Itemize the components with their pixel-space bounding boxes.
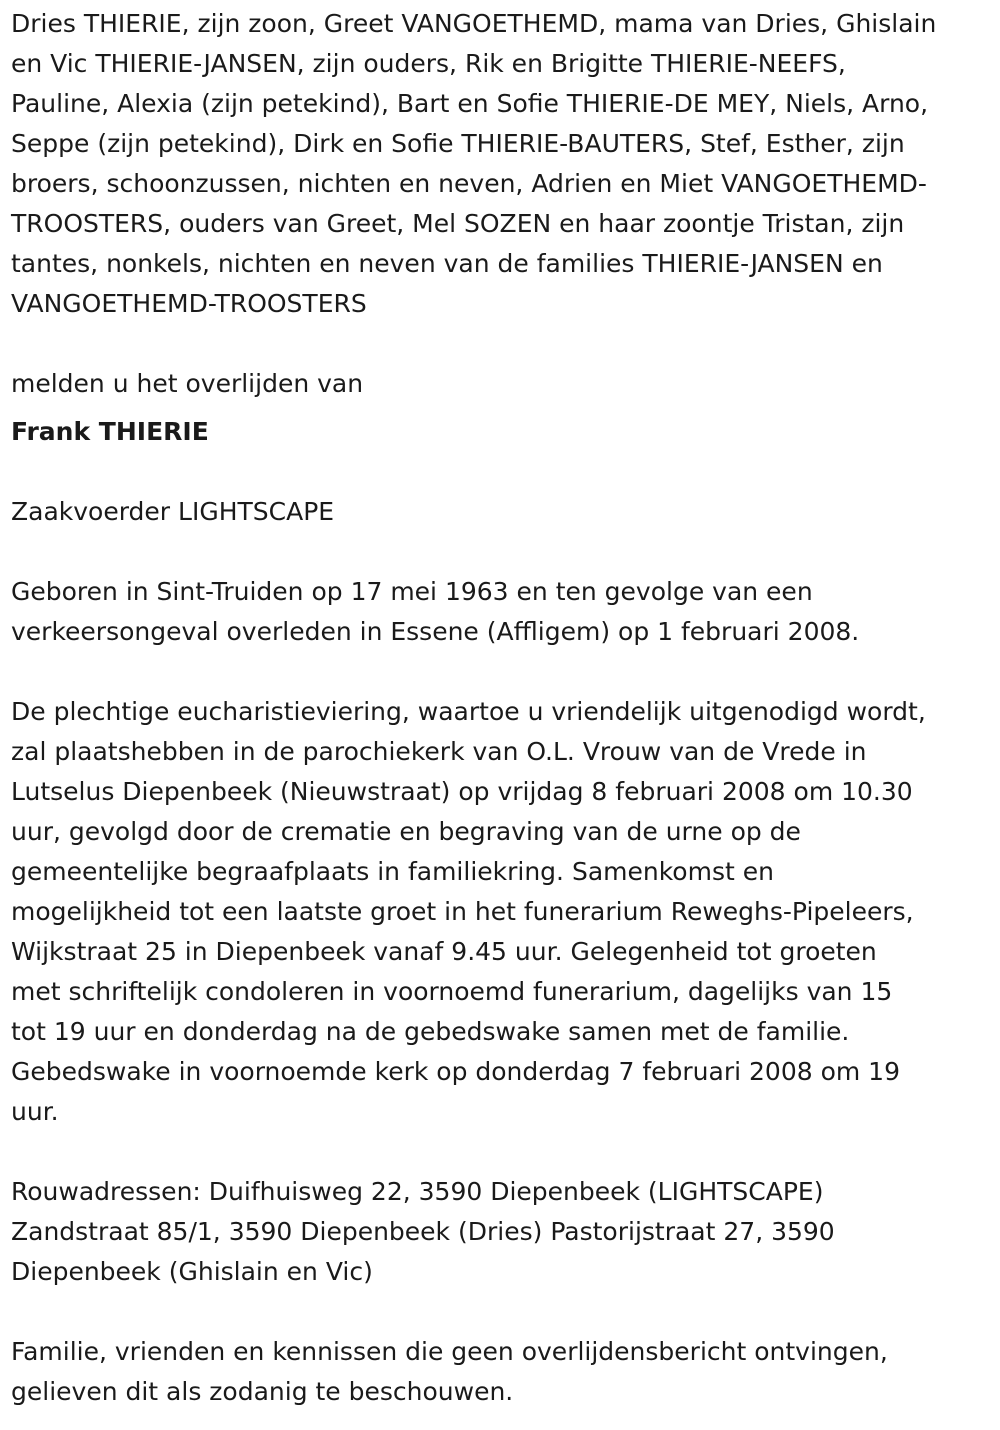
family-line: Pauline, Alexia (zijn petekind), Bart en Sofie THIERIE-DE MEY, Niels, Arno, (11, 89, 929, 118)
family-line: TROOSTERS, ouders van Greet, Mel SOZEN en haar zoontje Tristan, zijn (11, 209, 905, 238)
announcement-text: melden u het overlijden van (11, 369, 364, 398)
address-line: Rouwadressen: Duifhuisweg 22, 3590 Diepenbeek (LIGHTSCAPE) (11, 1177, 824, 1206)
addresses-paragraph (11, 1172, 1000, 1292)
family-line: tantes, nonkels, nichten en neven van de families THIERIE-JANSEN en (11, 249, 883, 278)
family-paragraph (11, 4, 1000, 324)
ceremony-paragraph (11, 692, 1000, 1132)
family-line: en Vic THIERIE-JANSEN, zijn ouders, Rik en Brigitte THIERIE-NEEFS, (11, 49, 846, 78)
ceremony-line: zal plaatshebben in de parochiekerk van O.L. Vrouw van de Vrede in (11, 737, 867, 766)
ceremony-line: tot 19 uur en donderdag na de gebedswake samen met de familie. (11, 1017, 850, 1046)
closing-line: Familie, vrienden en kennissen die geen overlijdensbericht ontvingen, (11, 1337, 888, 1366)
address-line: Zandstraat 85/1, 3590 Diepenbeek (Dries) Pastorijstraat 27, 3590 (11, 1217, 835, 1246)
family-line: Seppe (zijn petekind), Dirk en Sofie THIERIE-BAUTERS, Stef, Esther, zijn (11, 129, 905, 158)
family-line: Dries THIERIE, zijn zoon, Greet VANGOETHEMD, mama van Dries, Ghislain (11, 9, 937, 38)
ceremony-line: gemeentelijke begraafplaats in familiekring. Samenkomst en (11, 857, 774, 886)
ceremony-line: Gebedswake in voornoemde kerk op donderdag 7 februari 2008 om 19 (11, 1057, 900, 1086)
birth-death-line: verkeersongeval overleden in Essene (Affligem) op 1 februari 2008. (11, 617, 860, 646)
address-line: Diepenbeek (Ghislain en Vic) (11, 1257, 373, 1286)
ceremony-line: mogelijkheid tot een laatste groet in het funerarium Reweghs-Pipeleers, (11, 897, 914, 926)
closing-paragraph (11, 1332, 1000, 1412)
birth-death-paragraph (11, 572, 1000, 652)
closing-line: gelieven dit als zodanig te beschouwen. (11, 1377, 514, 1406)
occupation-text: Zaakvoerder LIGHTSCAPE (11, 497, 335, 526)
family-line: broers, schoonzussen, nichten en neven, Adrien en Miet VANGOETHEMD- (11, 169, 927, 198)
ceremony-line: Wijkstraat 25 in Diepenbeek vanaf 9.45 uur. Gelegenheid tot groeten (11, 937, 877, 966)
ceremony-line: uur. (11, 1097, 59, 1126)
ceremony-line: Lutselus Diepenbeek (Nieuwstraat) op vrijdag 8 februari 2008 om 10.30 (11, 777, 913, 806)
birth-death-line: Geboren in Sint-Truiden op 17 mei 1963 en ten gevolge van een (11, 577, 813, 606)
ceremony-line: De plechtige eucharistieviering, waartoe u vriendelijk uitgenodigd wordt, (11, 697, 926, 726)
ceremony-line: uur, gevolgd door de crematie en begraving van de urne op de (11, 817, 801, 846)
ceremony-line: met schriftelijk condoleren in voornoemd funerarium, dagelijks van 15 (11, 977, 893, 1006)
family-line: VANGOETHEMD-TROOSTERS (11, 289, 367, 318)
deceased-name: Frank THIERIE (11, 417, 209, 446)
